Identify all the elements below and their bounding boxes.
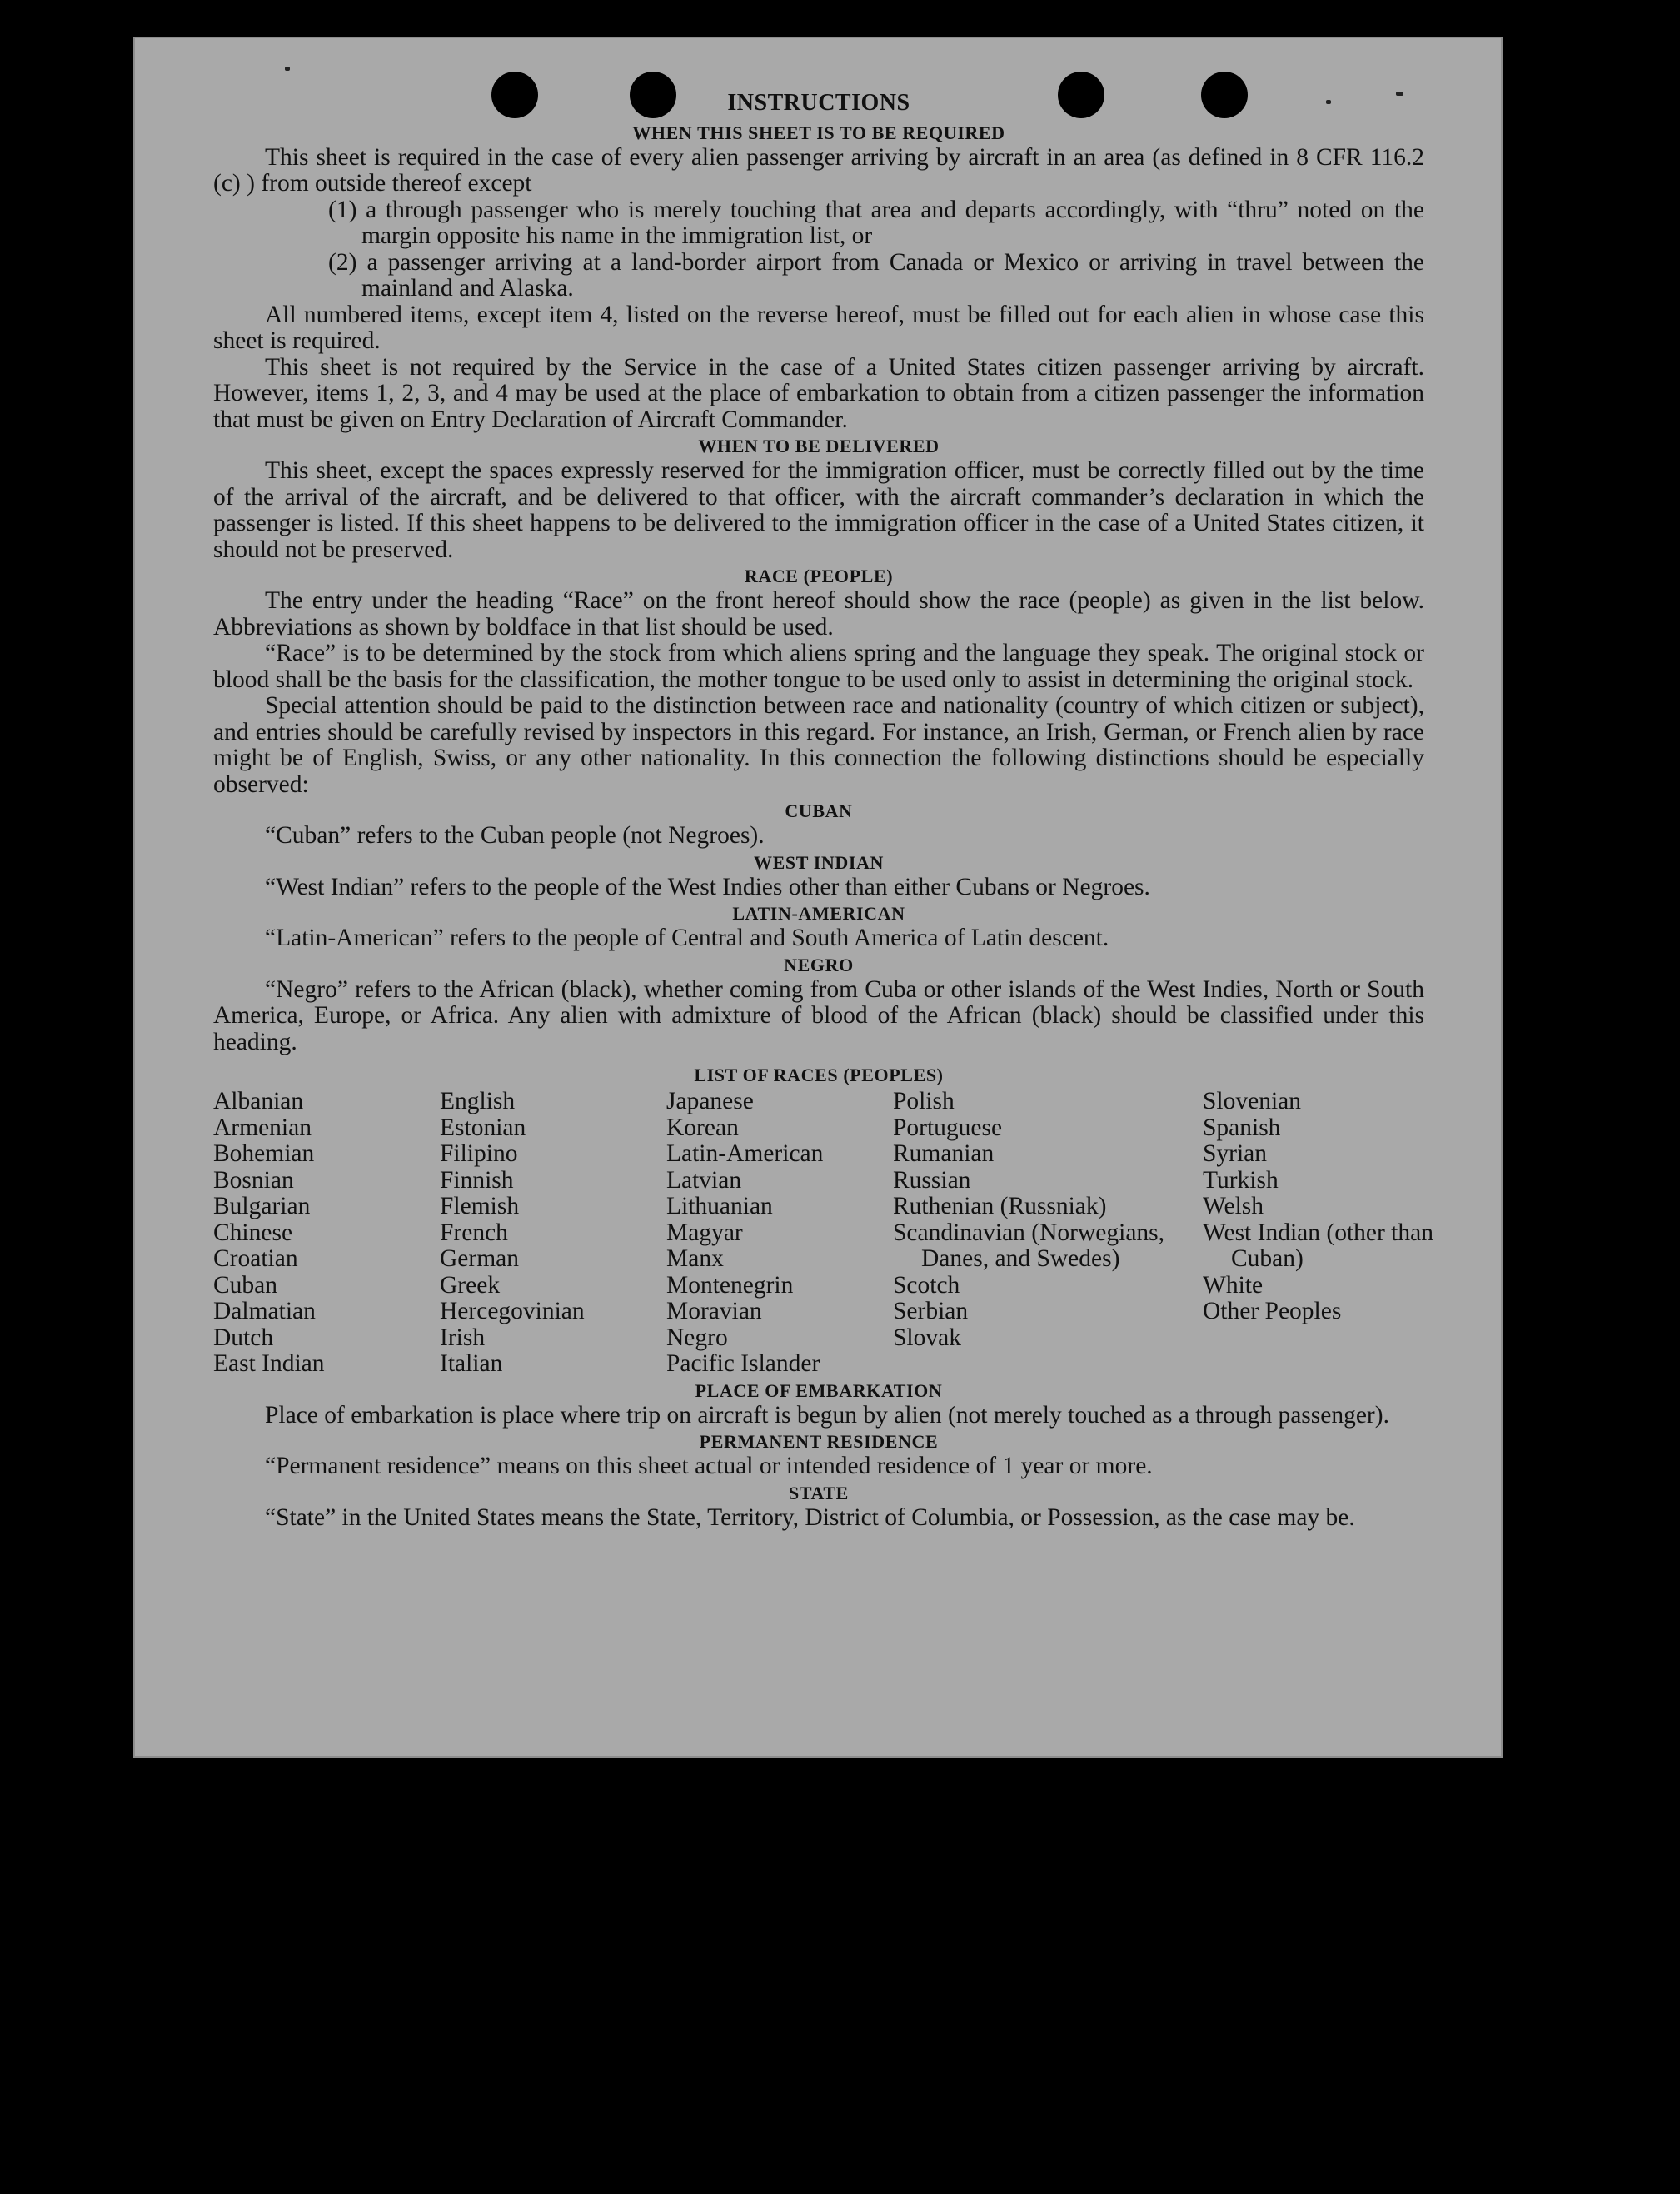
race-entry: Lithuanian	[666, 1193, 773, 1219]
race-entry: Croatian	[213, 1245, 298, 1272]
paragraph: “State” in the United States means the State, Territory, District of Columbia, or Possession, as the case may be.	[265, 1503, 1355, 1531]
paragraph: Special attention should be paid to the distinction between race and nationality (country of which citizen or subject), and entries should be carefully revised by inspectors in this regard. For instance, an Irish, German, or French alien by race might be of English, Swiss, or any other nationality. In this connection the following distinctions should be especially observed:	[213, 692, 1424, 798]
race-column	[666, 1089, 893, 1378]
heading-when-required: WHEN THIS SHEET IS TO BE REQUIRED	[632, 122, 1005, 143]
race-entry: White	[1203, 1271, 1264, 1299]
race-entry: Scandinavian (Norwegians, Danes, and Swedes)	[893, 1219, 1165, 1272]
race-entry: Armenian	[213, 1114, 312, 1141]
paragraph: “Cuban” refers to the Cuban people (not Negroes).	[265, 822, 765, 849]
race-column	[440, 1089, 666, 1378]
race-entry: Slovenian	[1203, 1088, 1301, 1114]
paragraph: This sheet, except the spaces expressly reserved for the immigration officer, must be correctly filled out by the time of the arrival of the aircraft, and be delivered to that officer, with the aircraft commander’s declaration in which the passenger is listed. If this sheet happens to be delivered to the immigration officer in the case of a United States citizen, it should not be preserved.	[213, 457, 1424, 563]
race-column	[893, 1089, 1203, 1378]
race-entry: Serbian	[893, 1298, 969, 1324]
race-entry: Syrian	[1203, 1140, 1268, 1167]
race-entry: Chinese	[213, 1219, 293, 1246]
race-entry: Finnish	[440, 1166, 514, 1194]
race-entry: Moravian	[666, 1298, 762, 1324]
instructions-content	[213, 90, 1433, 1531]
race-entry: Dutch	[213, 1324, 274, 1351]
race-entry: Negro	[666, 1324, 728, 1351]
race-entry: Magyar	[666, 1219, 743, 1246]
race-entry: West Indian (other than Cuban)	[1203, 1219, 1433, 1272]
paragraph: This sheet is required in the case of every alien passenger arriving by aircraft in an area (as defined in 8 CFR 116.2 (c) ) from outside thereof except	[213, 143, 1424, 197]
race-entry: Dalmatian	[213, 1298, 316, 1324]
race-entry: Spanish	[1203, 1114, 1281, 1141]
race-entry: Ruthenian (Russniak)	[893, 1193, 1107, 1219]
speck	[285, 67, 290, 71]
race-entry: Other Peoples	[1203, 1298, 1342, 1324]
race-entry: Italian	[440, 1350, 503, 1377]
list-item: (2) a passenger arriving at a land-border airport from Canada or Mexico or arriving in travel between the mainland and Alaska.	[328, 248, 1424, 302]
paragraph: “West Indian” refers to the people of the West Indies other than either Cubans or Negroes.	[265, 873, 1150, 900]
race-column	[1203, 1089, 1453, 1378]
heading-permanent-residence: PERMANENT RESIDENCE	[699, 1431, 939, 1452]
race-entry: Hercegovinian	[440, 1298, 585, 1324]
list-item: (1) a through passenger who is merely touching that area and departs accordingly, with “thru” noted on the margin opposite his name in the immigration list, or	[328, 196, 1424, 249]
race-column	[213, 1089, 440, 1378]
race-entry: Filipino	[440, 1140, 518, 1167]
race-entry: French	[440, 1219, 508, 1246]
race-entry: Korean	[666, 1114, 739, 1141]
heading-cuban: CUBAN	[785, 800, 853, 821]
race-entry: Welsh	[1203, 1193, 1264, 1219]
race-entry: Bosnian	[213, 1166, 294, 1194]
race-entry: Japanese	[666, 1088, 754, 1114]
race-entry: Slovak	[893, 1324, 961, 1351]
race-entry: Portuguese	[893, 1114, 1003, 1141]
race-entry: Latvian	[666, 1166, 742, 1194]
race-entry: Scotch	[893, 1271, 960, 1299]
paragraph: All numbered items, except item 4, listed on the reverse hereof, must be filled out for each alien in whose case this sheet is required.	[213, 301, 1424, 354]
heading-west-indian: WEST INDIAN	[754, 851, 884, 873]
race-entry: Bulgarian	[213, 1193, 311, 1219]
heading-negro: NEGRO	[784, 954, 854, 975]
race-entry: Montenegrin	[666, 1271, 794, 1299]
race-entry: Latin-American	[666, 1140, 824, 1167]
race-entry: Greek	[440, 1271, 501, 1299]
paragraph: Place of embarkation is place where trip on aircraft is begun by alien (not merely touched as a through passenger).	[265, 1401, 1389, 1429]
race-entry: Cuban	[213, 1271, 278, 1299]
paragraph: This sheet is not required by the Service in the case of a United States citizen passenger arriving by aircraft. However, items 1, 2, 3, and 4 may be used at the place of embarkation to obtain from a citizen passenger the information that must be given on Entry Declaration of Aircraft Commander.	[213, 353, 1424, 433]
race-entry: Pacific Islander	[666, 1350, 820, 1377]
page-title: INSTRUCTIONS	[727, 90, 910, 116]
document-sheet	[133, 37, 1503, 1758]
race-entry: East Indian	[213, 1350, 325, 1377]
race-entry: Turkish	[1203, 1166, 1279, 1194]
race-entry: Polish	[893, 1088, 955, 1114]
heading-when-delivered: WHEN TO BE DELIVERED	[698, 436, 940, 456]
race-entry: Rumanian	[893, 1140, 995, 1167]
heading-place-of-embarkation: PLACE OF EMBARKATION	[695, 1379, 943, 1401]
heading-list-of-races: LIST OF RACES (PEOPLES)	[694, 1065, 944, 1085]
paragraph: “Negro” refers to the African (black), whether coming from Cuba or other islands of the West Indies, North or South America, Europe, or Africa. Any alien with admixture of blood of the African (black) should be classified under this heading.	[213, 975, 1424, 1055]
race-entry: Albanian	[213, 1088, 304, 1114]
race-entry: Irish	[440, 1324, 486, 1351]
race-entry: English	[440, 1088, 516, 1114]
race-entry: Manx	[666, 1245, 724, 1272]
heading-race: RACE (PEOPLE)	[744, 566, 894, 586]
paragraph: “Race” is to be determined by the stock from which aliens spring and the language they speak. The original stock or blood shall be the basis for the classification, the mother tongue to be used only to assist in determining the original stock.	[213, 640, 1424, 693]
race-list	[213, 1088, 1433, 1378]
paragraph: “Latin-American” refers to the people of Central and South America of Latin descent.	[265, 925, 1109, 951]
heading-state: STATE	[789, 1482, 849, 1503]
race-entry: Flemish	[440, 1193, 520, 1219]
heading-latin-american: LATIN-AMERICAN	[732, 903, 905, 924]
race-entry: Bohemian	[213, 1140, 315, 1167]
race-entry: Estonian	[440, 1114, 526, 1141]
race-entry: German	[440, 1245, 520, 1272]
race-entry: Russian	[893, 1166, 971, 1194]
paragraph: “Permanent residence” means on this sheet actual or intended residence of 1 year or more.	[265, 1453, 1153, 1479]
paragraph: The entry under the heading “Race” on the front hereof should show the race (people) as given in the list below. Abbreviations as shown by boldface in that list should be used.	[213, 587, 1424, 641]
